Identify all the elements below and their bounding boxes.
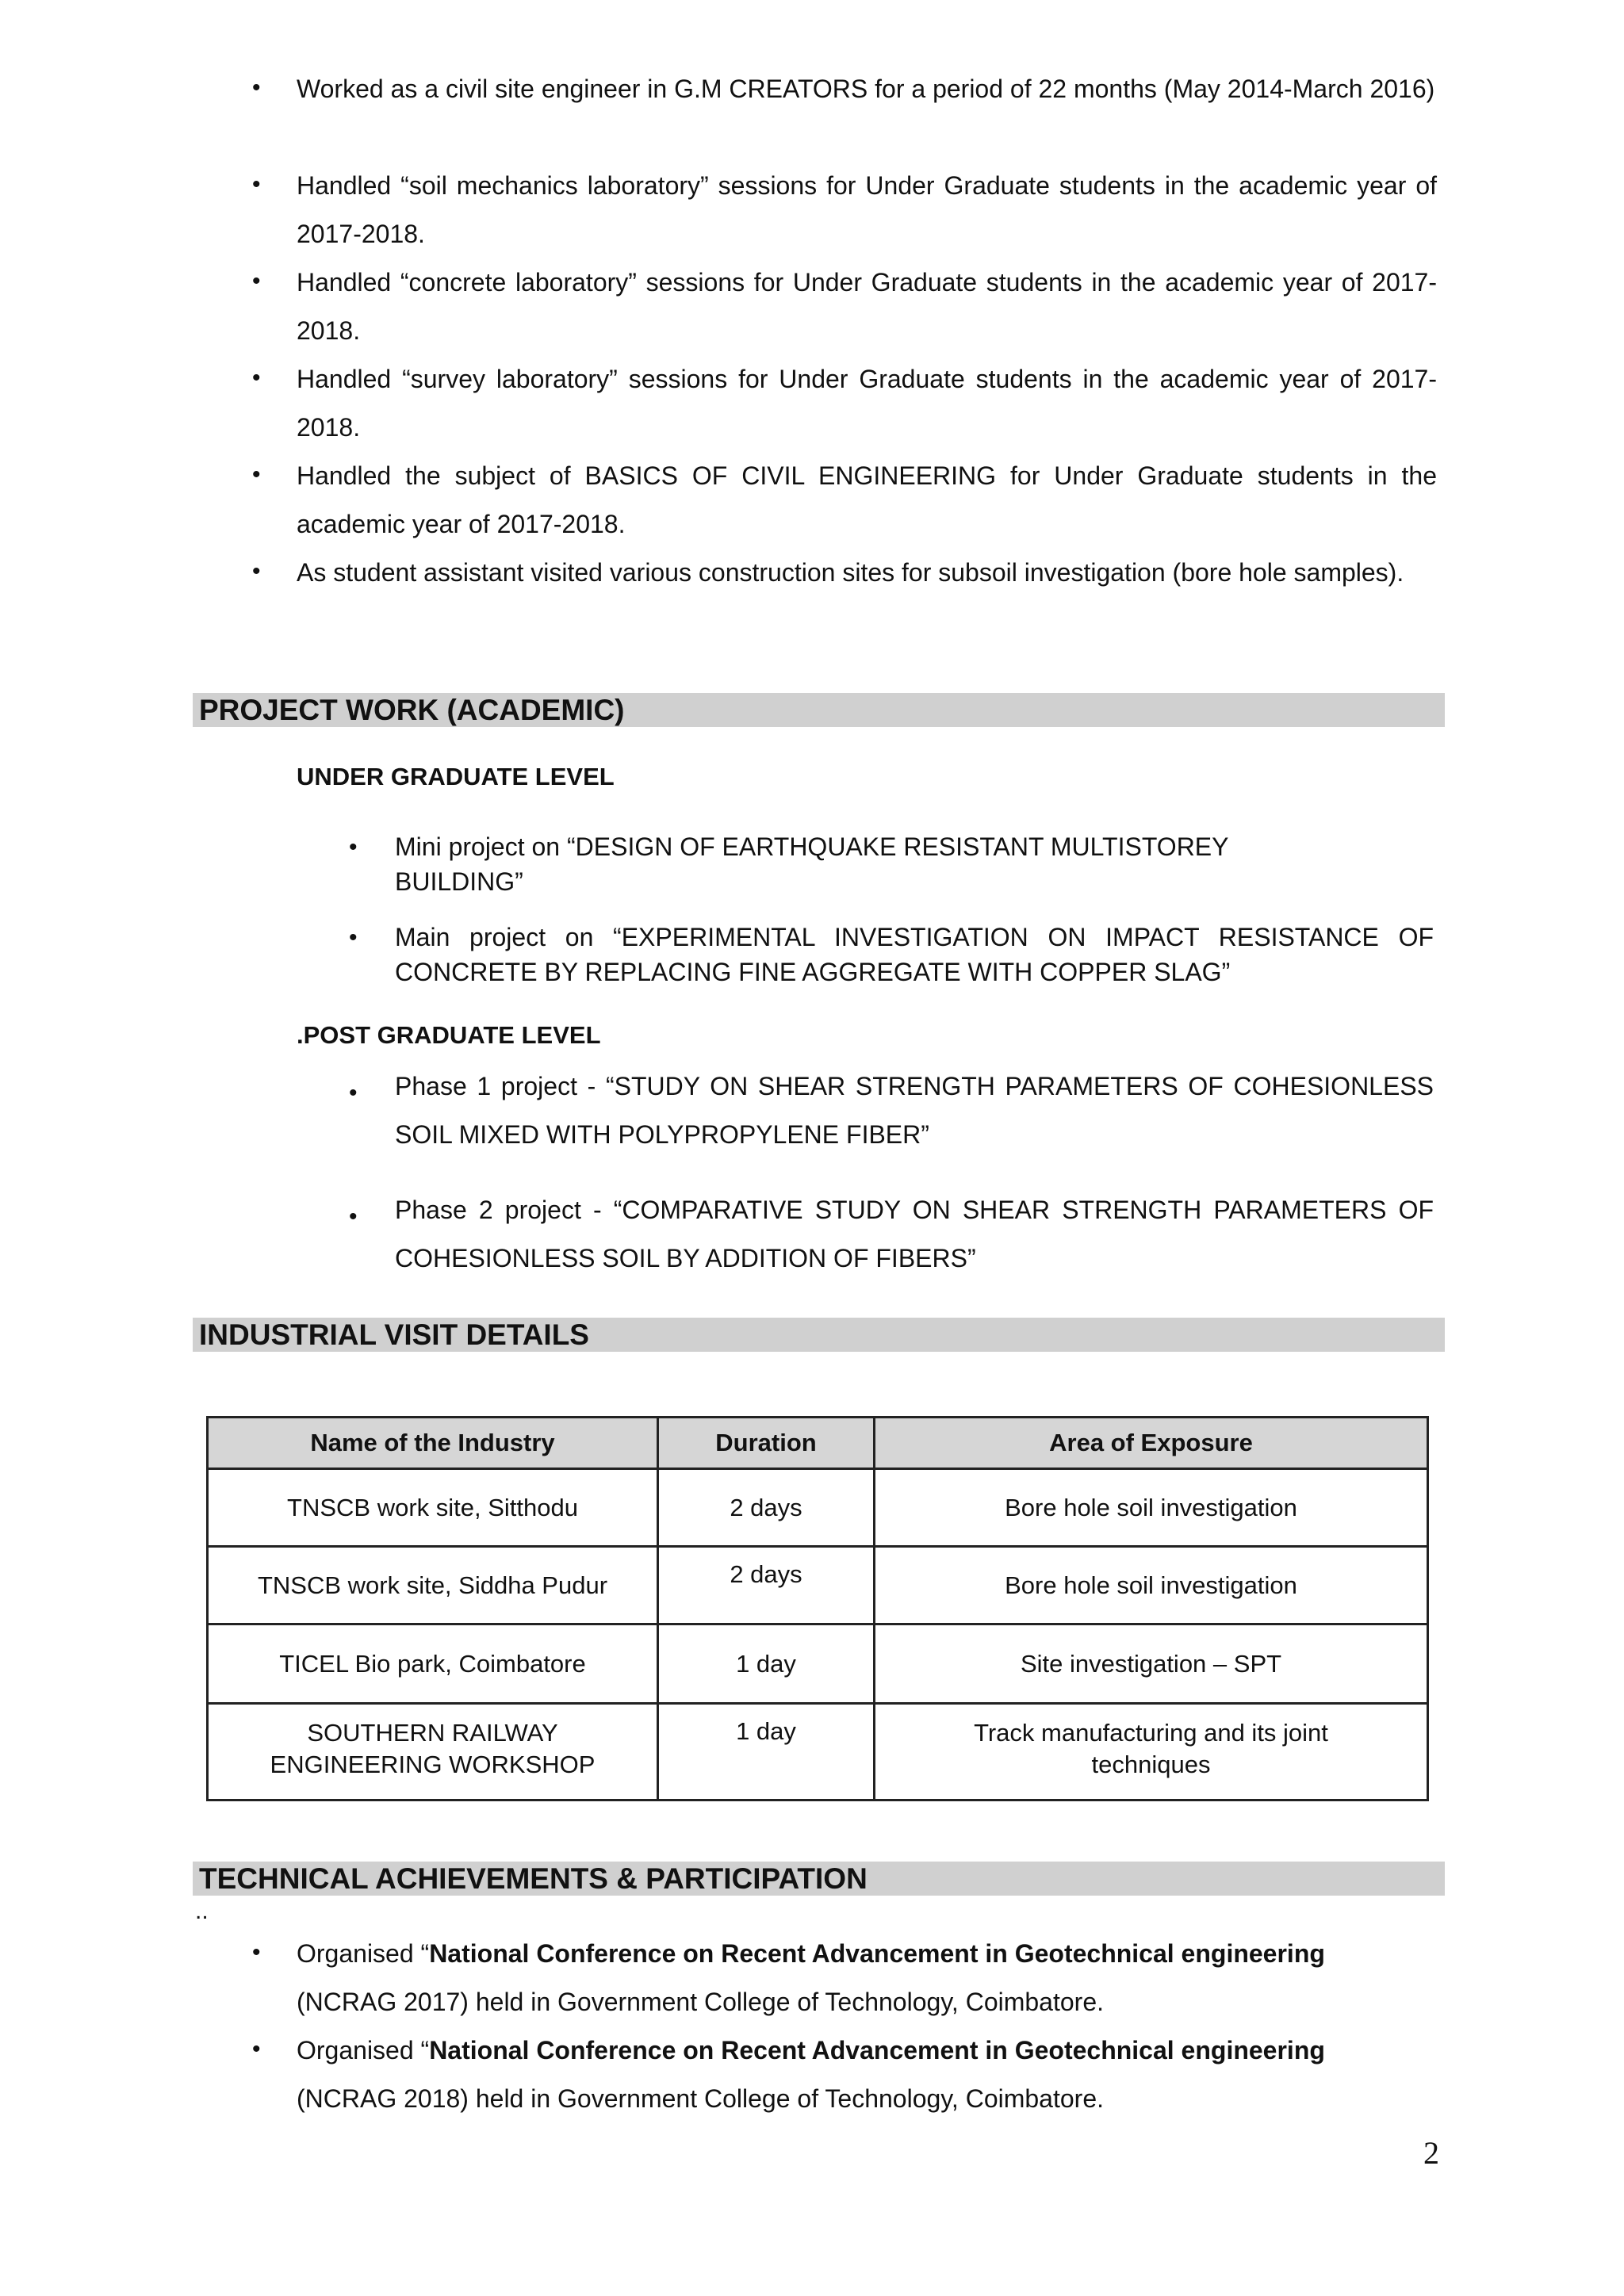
experience-item: Worked as a civil site engineer in G.M CREATORS for a period of 22 months (May 2014-March 2016) [297,75,1435,103]
table-cell: Track manufacturing and its joint techniques [875,1704,1428,1800]
experience-item: Handled “soil mechanics laboratory” sessions for Under Graduate students in the academic year of 2017-2018. [297,171,1437,248]
bullet-icon: • [349,834,358,860]
table-cell: Bore hole soil investigation [875,1469,1428,1547]
achievement-detail: (NCRAG 2018) held in Government College of Technology, Coimbatore. [297,2084,1104,2113]
table-header-row [208,1418,1428,1469]
table-cell: SOUTHERN RAILWAY ENGINEERING WORKSHOP [208,1704,658,1800]
achievement-item [297,2026,1438,2123]
bullet-icon: • [252,558,261,584]
pg-level-label: .POST GRADUATE LEVEL [297,1021,601,1049]
experience-item: As student assistant visited various construction sites for subsoil investigation (bore hole samples). [297,558,1404,587]
bullet-icon: • [349,1080,358,1106]
table-row [208,1547,1428,1624]
achievement-detail: (NCRAG 2017) held in Government College of Technology, Coimbatore. [297,1988,1104,2016]
page-number: 2 [1423,2135,1439,2171]
bullet-icon: • [252,1939,261,1965]
table-cell: 2 days [658,1547,875,1624]
table-cell: Bore hole soil investigation [875,1547,1428,1624]
table-header-cell: Name of the Industry [208,1418,658,1469]
ug-level-label: UNDER GRADUATE LEVEL [297,763,615,790]
table-header-cell: Duration [658,1418,875,1469]
table-cell: 1 day [658,1624,875,1704]
experience-item: Handled “survey laboratory” sessions for Under Graduate students in the academic year of 2017-2018. [297,365,1437,442]
bullet-icon: • [252,365,261,391]
table-header-cell: Area of Exposure [875,1418,1428,1469]
bullet-icon: • [252,2036,261,2062]
bullet-icon: • [252,75,261,101]
bullet-icon: • [252,268,261,294]
ug-project-item: Mini project on “DESIGN OF EARTHQUAKE RESISTANT MULTISTOREY BUILDING” [395,832,1228,896]
experience-item: Handled “concrete laboratory” sessions for Under Graduate students in the academic year of 2017-2018. [297,268,1437,345]
achievement-prefix: Organised “ [297,2036,430,2064]
section-heading-industrial: INDUSTRIAL VISIT DETAILS [193,1318,1445,1352]
table-cell: 1 day [658,1704,875,1800]
bullet-icon: • [252,461,261,488]
pg-project-item: Phase 1 project - “STUDY ON SHEAR STRENGTH PARAMETERS OF COHESIONLESS SOIL MIXED WITH POLYPROPYLENE FIBER” [395,1072,1434,1149]
section-heading-technical: TECHNICAL ACHIEVEMENTS & PARTICIPATION [193,1862,1445,1896]
table-row [208,1704,1428,1800]
stray-dots: .. [195,1898,209,1924]
section-heading-project: PROJECT WORK (ACADEMIC) [193,693,1445,727]
achievement-prefix: Organised “ [297,1939,430,1968]
table-cell: TICEL Bio park, Coimbatore [208,1624,658,1704]
achievement-title: National Conference on Recent Advancement in Geotechnical engineering [429,2036,1325,2064]
bullet-icon: • [252,171,261,197]
pg-project-item: Phase 2 project - “COMPARATIVE STUDY ON SHEAR STRENGTH PARAMETERS OF COHESIONLESS SOIL BY ADDITION OF FIBERS” [395,1196,1434,1272]
achievement-title: National Conference on Recent Advancement in Geotechnical engineering [429,1939,1325,1968]
table-cell: TNSCB work site, Siddha Pudur [208,1547,658,1624]
ug-project-item: Main project on “EXPERIMENTAL INVESTIGATION ON IMPACT RESISTANCE OF CONCRETE BY REPLACING FINE AGGREGATE WITH COPPER SLAG” [395,923,1434,986]
table-row [208,1624,1428,1704]
table-cell: Site investigation – SPT [875,1624,1428,1704]
table-cell: 2 days [658,1469,875,1547]
experience-item: Handled the subject of BASICS OF CIVIL ENGINEERING for Under Graduate students in the academic year of 2017-2018. [297,461,1437,538]
bullet-icon: • [349,1203,358,1230]
achievement-item [297,1930,1438,2026]
bullet-icon: • [349,924,358,951]
table-cell: TNSCB work site, Sitthodu [208,1469,658,1547]
industrial-visit-table [206,1416,1429,1801]
table-row [208,1469,1428,1547]
